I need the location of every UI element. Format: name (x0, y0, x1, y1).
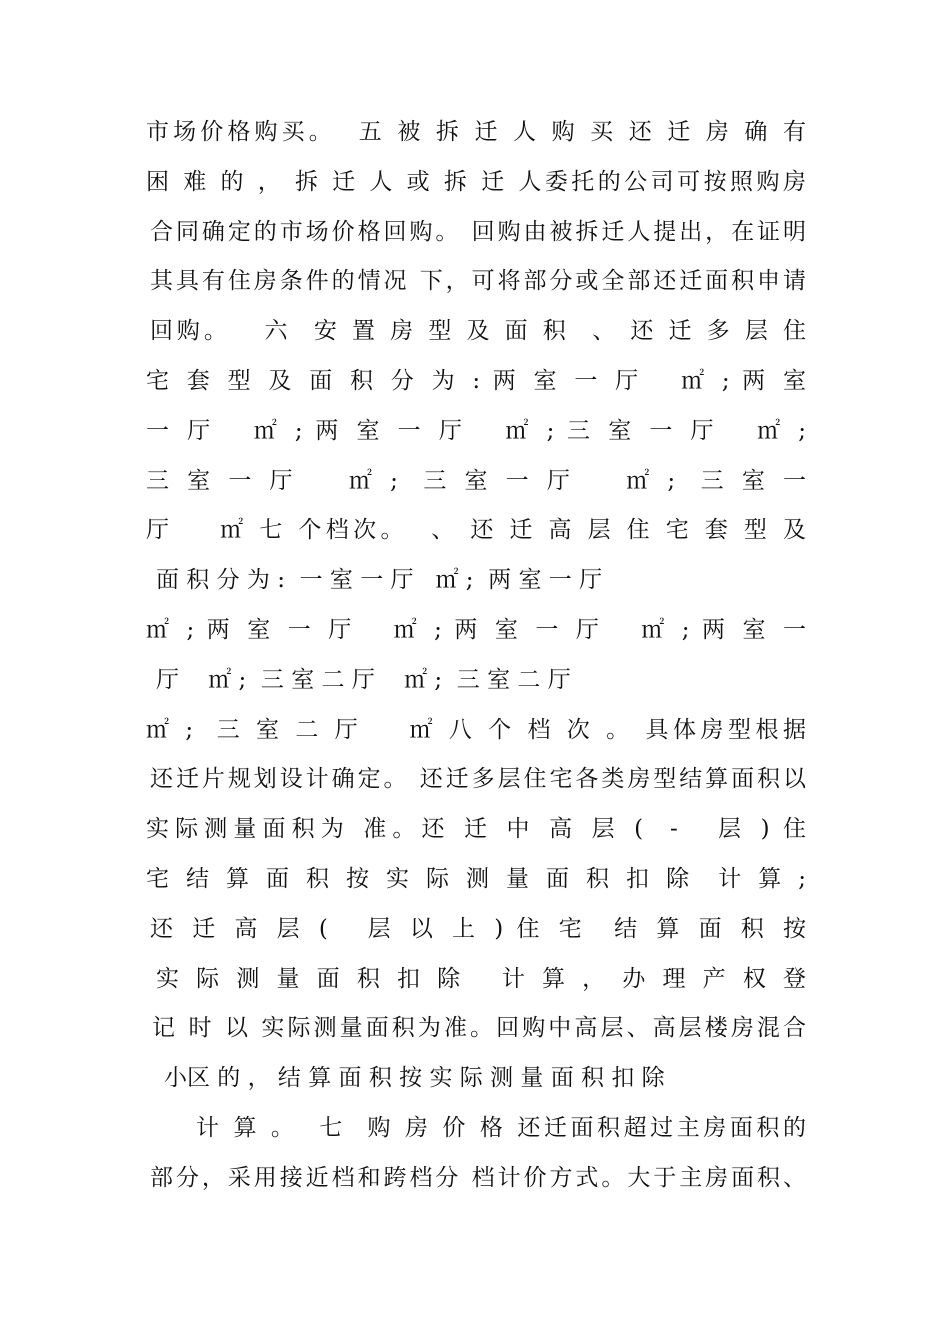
text-line: 实际测量面积为 准。还 迁 中 高 层 ( - 层 ) 住 (146, 816, 806, 843)
text-line: 宅 结 算 面 积 按 实 际 测 量 面 积 扣 除 计 算 ; (146, 865, 806, 892)
body-text (146, 108, 806, 1204)
text-line: 宅 套 型 及 面 积 分 为 : 两 室 一 厅 ㎡ ; 两 室 (146, 367, 806, 394)
text-line: 回购。 六 安 置 房 型 及 面 积 、 还 迁 多 层 住 (150, 318, 806, 345)
text-line: ㎡ ; 三 室 二 厅 ㎡ 八 个 档 次 。 具体房型根据 (146, 716, 806, 743)
text-line: 三 室 一 厅 ㎡ ; 三 室 一 厅 ㎡ ; 三 室 一 (146, 467, 806, 494)
text-line: 一 厅 ㎡ ; 两 室 一 厅 ㎡ ; 三 室 一 厅 ㎡ ; (146, 417, 806, 444)
text-line: 还 迁 高 层 ( 层 以 上 ) 住 宅 结 算 面 积 按 (150, 915, 806, 942)
text-line: 实 际 测 量 面 积 扣 除 计 算 ， 办 理 产 权 登 (156, 965, 806, 992)
text-line: 其具有住房条件的情况 下，可将部分或全部还迁面积申请 (150, 268, 806, 295)
text-line: 部分，采用接近档和跨档分 档计价方式。大于主房面积、 (150, 1164, 806, 1191)
text-line: 厅 ㎡ ; 三 室 二 厅 ㎡ ; 三 室 二 厅 (156, 666, 571, 693)
text-line: 计 算 。 七 购 房 价 格 还迁面积超过主房面积的 (196, 1114, 806, 1141)
text-line: 面 积 分 为 : 一 室 一 厅 ㎡ ; 两 室 一 厅 (156, 567, 603, 594)
text-line: 市场价格购买。 五 被 拆 迁 人 购 买 还 迁 房 确 有 (146, 119, 806, 145)
text-line: 还迁片规划设计确定。 还迁多层住宅各类房型结算面积以 (150, 766, 806, 793)
text-line: 记 时 以 实际测量面积为准。回购中高层、高层楼房混合 (152, 1015, 806, 1042)
text-line: 合同确定的市场价格回购。 回购由被拆迁人提出，在证明 (150, 218, 806, 245)
text-line: 小区 的 ， 结 算 面 积 按 实 际 测 量 面 积 扣 除 (164, 1065, 665, 1092)
text-line: ㎡ ; 两 室 一 厅 ㎡ ; 两 室 一 厅 ㎡ ; 两 室 一 (146, 616, 806, 643)
text-line: 困 难 的 ， 拆 迁 人 或 拆 迁 人委托的公司可按照购房 (146, 168, 806, 195)
text-line: 厅 ㎡ 七 个档次。 、 还 迁 高 层 住 宅 套 型 及 (146, 517, 806, 544)
